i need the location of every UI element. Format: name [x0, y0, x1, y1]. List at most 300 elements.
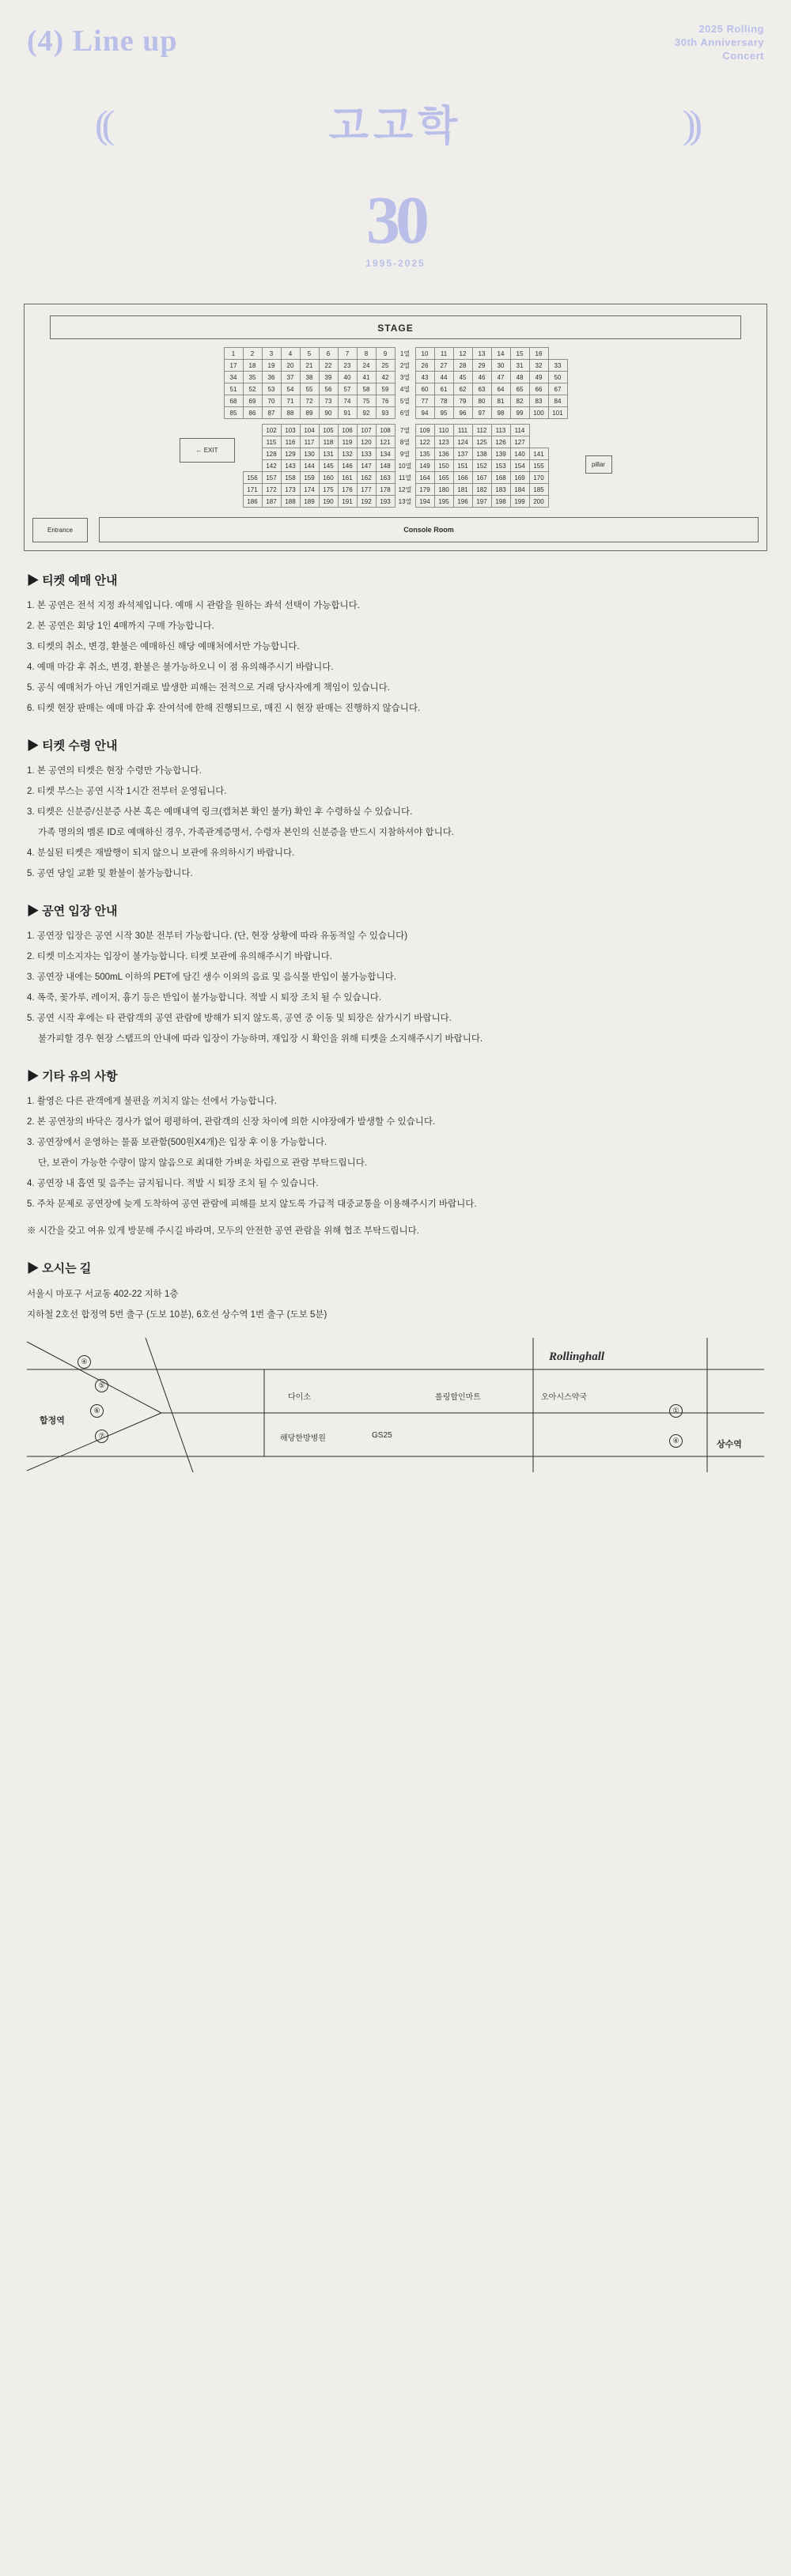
seat-cell[interactable]: 114 [510, 425, 529, 436]
section-title: ▶ 공연 입장 안내 [27, 905, 118, 918]
seat-row-label: 3열 [399, 373, 411, 381]
seat-row [243, 496, 548, 508]
seat-cell[interactable]: 50 [548, 372, 567, 383]
seat-cell[interactable]: 89 [300, 407, 319, 419]
seat-cell[interactable]: 100 [529, 407, 548, 419]
seat-cell[interactable]: 30 [491, 360, 510, 372]
seat-cell[interactable]: 83 [529, 395, 548, 407]
seat-row-label: 13열 [398, 497, 412, 505]
seat-cell[interactable]: 172 [262, 484, 281, 496]
seat-cell[interactable]: 9 [376, 348, 395, 360]
seat-cell[interactable]: 3 [262, 348, 281, 360]
seat-cell[interactable]: 69 [243, 395, 262, 407]
seat-cell[interactable]: 58 [357, 383, 376, 395]
seat-row [224, 395, 567, 407]
seat-cell[interactable]: 158 [281, 472, 300, 484]
logo-years: 1995-2025 [365, 258, 426, 269]
seat-spacer [529, 425, 548, 436]
concert-line-1: 2025 Rolling [698, 23, 764, 35]
seat-row-label: 10열 [398, 462, 412, 470]
seat-cell[interactable]: 45 [453, 372, 472, 383]
seat-cell[interactable]: 41 [357, 372, 376, 383]
section-list-item: 1. 공연장 입장은 공연 시작 30분 전부터 가능합니다. (단, 현장 상황에 따라 유동적일 수 있습니다) [27, 931, 408, 941]
seat-cell[interactable]: 93 [376, 407, 395, 419]
section-list [27, 1093, 764, 1212]
seat-cell[interactable]: 32 [529, 360, 548, 372]
seat-cell[interactable]: 134 [376, 448, 395, 460]
seat-cell[interactable]: 5 [300, 348, 319, 360]
seat-cell[interactable]: 194 [415, 496, 434, 508]
seat-cell[interactable]: 170 [529, 472, 548, 484]
seat-cell[interactable]: 88 [281, 407, 300, 419]
seat-cell[interactable]: 97 [472, 407, 491, 419]
seat-spacer [243, 436, 262, 448]
seat-table-lower [243, 424, 549, 508]
seat-cell[interactable]: 49 [529, 372, 548, 383]
section-list-item: 3. 티켓의 취소, 변경, 환불은 예매하신 해당 예매처에서만 가능합니다. [27, 642, 300, 652]
seat-cell[interactable]: 139 [491, 448, 510, 460]
artist-name: 고고학 [328, 104, 463, 149]
seat-cell[interactable]: 95 [434, 407, 453, 419]
seat-row [224, 407, 567, 419]
seat-row [224, 383, 567, 395]
seat-spacer [243, 448, 262, 460]
seat-cell[interactable]: 14 [491, 348, 510, 360]
seat-cell[interactable]: 157 [262, 472, 281, 484]
seat-cell[interactable]: 151 [453, 460, 472, 472]
seat-cell[interactable]: 19 [262, 360, 281, 372]
seat-cell[interactable]: 141 [529, 448, 548, 460]
seat-lower-body [243, 425, 548, 508]
seat-cell[interactable]: 165 [434, 472, 453, 484]
seat-cell[interactable]: 62 [453, 383, 472, 395]
section-list-item: 5. 주차 문제로 공연장에 늦게 도착하여 공연 관람에 피해를 보지 않도록 가급적 대중교통을 이용해주시기 바랍니다. [27, 1199, 477, 1209]
seat-cell[interactable]: 11 [434, 348, 453, 360]
seat-row-label: 11열 [398, 474, 412, 482]
seat-cell[interactable]: 126 [491, 436, 510, 448]
seat-cell[interactable]: 189 [300, 496, 319, 508]
seat-upper-body [224, 348, 567, 419]
seat-cell[interactable]: 111 [453, 425, 472, 436]
seat-cell[interactable]: 71 [281, 395, 300, 407]
seat-cell[interactable]: 179 [415, 484, 434, 496]
seat-cell[interactable]: 82 [510, 395, 529, 407]
section-list-item: 3. 티켓은 신분증/신분증 사본 혹은 예매내역 링크(캡쳐본 확인 불가) 확인 후 수령하실 수 있습니다. [27, 807, 413, 817]
seat-cell[interactable]: 16 [529, 348, 548, 360]
seat-cell[interactable]: 55 [300, 383, 319, 395]
seat-cell[interactable]: 7 [338, 348, 357, 360]
seat-cell[interactable]: 20 [281, 360, 300, 372]
exit-4-right-icon: ④ [669, 1434, 683, 1448]
seat-row [224, 372, 567, 383]
seat-cell[interactable]: 68 [224, 395, 243, 407]
seat-cell[interactable]: 38 [300, 372, 319, 383]
seat-row-label: 2열 [399, 361, 411, 369]
seat-cell[interactable]: 150 [434, 460, 453, 472]
seat-cell[interactable]: 79 [453, 395, 472, 407]
seat-cell[interactable]: 17 [224, 360, 243, 372]
seat-cell[interactable]: 52 [243, 383, 262, 395]
directions-title: ▶ 오시는 길 [27, 1262, 92, 1275]
seat-cell[interactable]: 174 [300, 484, 319, 496]
seat-cell[interactable]: 54 [281, 383, 300, 395]
seat-cell[interactable]: 44 [434, 372, 453, 383]
seat-cell[interactable]: 66 [529, 383, 548, 395]
seat-cell[interactable]: 99 [510, 407, 529, 419]
seat-row-label: 5열 [399, 397, 411, 405]
section-list-item: 2. 본 공연은 회당 1인 4매까지 구매 가능합니다. [27, 621, 214, 631]
seat-cell[interactable]: 47 [491, 372, 510, 383]
seat-cell[interactable]: 162 [357, 472, 376, 484]
seat-cell[interactable]: 171 [243, 484, 262, 496]
seat-cell[interactable]: 138 [472, 448, 491, 460]
seat-cell[interactable]: 39 [319, 372, 338, 383]
seat-cell[interactable]: 48 [510, 372, 529, 383]
seat-cell[interactable]: 175 [319, 484, 338, 496]
seat-cell[interactable]: 92 [357, 407, 376, 419]
section-list-item: 2. 본 공연장의 바닥은 경사가 없어 평평하여, 관람객의 신장 차이에 의한 시야장애가 발생할 수 있습니다. [27, 1117, 436, 1127]
seat-cell[interactable]: 78 [434, 395, 453, 407]
seat-cell[interactable]: 75 [357, 395, 376, 407]
exit-5-icon: ⑤ [95, 1379, 108, 1392]
seat-row [224, 360, 567, 372]
seat-map-footer [32, 517, 759, 542]
seat-cell[interactable]: 72 [300, 395, 319, 407]
seat-cell[interactable]: 183 [491, 484, 510, 496]
seat-cell[interactable]: 193 [376, 496, 395, 508]
seat-cell[interactable]: 136 [434, 448, 453, 460]
seat-table-upper [224, 347, 568, 419]
map-roads-icon [27, 1338, 764, 1472]
seat-cell[interactable]: 26 [415, 360, 434, 372]
seat-cell[interactable]: 23 [338, 360, 357, 372]
console-room-label: Console Room [99, 517, 759, 542]
seat-cell[interactable]: 107 [357, 425, 376, 436]
seat-cell[interactable]: 188 [281, 496, 300, 508]
exit-6-icon: ⑥ [90, 1404, 104, 1418]
section-list-item: 1. 본 공연은 전석 지정 좌석제입니다. 예매 시 관람을 원하는 좌석 선택이 가능합니다. [27, 601, 360, 610]
seat-cell[interactable]: 145 [319, 460, 338, 472]
seat-cell[interactable]: 15 [510, 348, 529, 360]
seat-cell[interactable]: 90 [319, 407, 338, 419]
info-section [27, 1067, 764, 1239]
seat-cell[interactable]: 22 [319, 360, 338, 372]
seat-cell[interactable]: 87 [262, 407, 281, 419]
bracket-left-icon: (( [95, 102, 109, 146]
seat-cell[interactable]: 132 [338, 448, 357, 460]
section-title: ▶ 기타 유의 사항 [27, 1070, 118, 1083]
seat-cell[interactable]: 167 [472, 472, 491, 484]
section-list-item: 3. 공연장 내에는 500mL 이하의 PET에 담긴 생수 이외의 음료 및 음식물 반입이 불가능합니다. [27, 973, 396, 982]
seat-spacer [243, 425, 262, 436]
seat-spacer [243, 460, 262, 472]
seat-cell[interactable]: 6 [319, 348, 338, 360]
seat-cell[interactable]: 148 [376, 460, 395, 472]
info-sections [0, 572, 791, 1239]
seat-cell[interactable]: 104 [300, 425, 319, 436]
directions-address: 서울시 마포구 서교동 402-22 지하 1층 [27, 1290, 179, 1299]
seat-cell[interactable]: 10 [415, 348, 434, 360]
seat-cell[interactable]: 199 [510, 496, 529, 508]
seat-cell[interactable]: 176 [338, 484, 357, 496]
poster-header [0, 0, 791, 87]
seat-cell[interactable]: 166 [453, 472, 472, 484]
seat-cell[interactable]: 81 [491, 395, 510, 407]
seat-row-label: 6열 [399, 409, 411, 417]
seat-cell[interactable]: 181 [453, 484, 472, 496]
seat-cell[interactable]: 46 [472, 372, 491, 383]
seat-cell[interactable]: 190 [319, 496, 338, 508]
seat-cell[interactable]: 94 [415, 407, 434, 419]
pillar-label: pillar [585, 455, 612, 474]
seat-cell[interactable]: 198 [491, 496, 510, 508]
seat-cell[interactable]: 63 [472, 383, 491, 395]
hapjeong-station-label: 합정역 [40, 1416, 65, 1426]
seat-cell[interactable]: 37 [281, 372, 300, 383]
seat-cell[interactable]: 60 [415, 383, 434, 395]
seat-cell[interactable]: 105 [319, 425, 338, 436]
seat-cell[interactable]: 65 [510, 383, 529, 395]
seat-cell[interactable]: 61 [434, 383, 453, 395]
directions-subway: 지하철 2호선 합정역 5번 출구 (도보 10분), 6호선 상수역 1번 출구 (도보 5분) [27, 1310, 327, 1320]
seat-cell[interactable]: 154 [510, 460, 529, 472]
seat-cell[interactable]: 40 [338, 372, 357, 383]
seat-cell[interactable]: 43 [415, 372, 434, 383]
seat-cell[interactable]: 191 [338, 496, 357, 508]
seat-cell[interactable]: 34 [224, 372, 243, 383]
section-list-item: 4. 예매 마감 후 취소, 변경, 환불은 불가능하오니 이 점 유의해주시기 바랍니다. [27, 663, 334, 672]
seat-cell[interactable]: 160 [319, 472, 338, 484]
section-list [27, 928, 764, 1047]
seat-cell[interactable]: 185 [529, 484, 548, 496]
seat-cell[interactable]: 103 [281, 425, 300, 436]
seat-cell[interactable]: 59 [376, 383, 395, 395]
landmark-pharmacy: 오아시스약국 [541, 1393, 587, 1402]
seat-cell[interactable]: 27 [434, 360, 453, 372]
seat-lower-area [32, 424, 759, 508]
seat-cell[interactable]: 143 [281, 460, 300, 472]
seat-cell[interactable]: 56 [319, 383, 338, 395]
seat-cell[interactable]: 36 [262, 372, 281, 383]
seat-cell[interactable]: 177 [357, 484, 376, 496]
seat-cell[interactable]: 2 [243, 348, 262, 360]
seat-cell[interactable]: 108 [376, 425, 395, 436]
landmark-mart: 롤링할인마트 [435, 1393, 481, 1402]
seat-cell[interactable]: 1 [224, 348, 243, 360]
seat-cell[interactable]: 195 [434, 496, 453, 508]
exit-4-left-icon: ④ [78, 1355, 91, 1369]
section-list-item: 4. 공연장 내 흡연 및 음주는 금지됩니다. 적발 시 퇴장 조치 될 수 있습니다. [27, 1179, 319, 1188]
seat-cell[interactable]: 173 [281, 484, 300, 496]
seat-spacer [548, 348, 567, 360]
landmark-gs25: GS25 [372, 1431, 392, 1440]
seat-cell[interactable]: 18 [243, 360, 262, 372]
seat-cell[interactable]: 98 [491, 407, 510, 419]
seat-row-label: 12열 [398, 485, 412, 493]
seat-cell[interactable]: 77 [415, 395, 434, 407]
exit-wrap [180, 424, 243, 463]
seat-cell[interactable]: 51 [224, 383, 243, 395]
pillar-wrap [549, 424, 612, 474]
seat-cell[interactable]: 123 [434, 436, 453, 448]
seat-cell[interactable]: 73 [319, 395, 338, 407]
info-section [27, 737, 764, 882]
seat-cell[interactable]: 140 [510, 448, 529, 460]
seat-cell[interactable]: 120 [357, 436, 376, 448]
seat-cell[interactable]: 122 [415, 436, 434, 448]
seat-row-label: 8열 [399, 438, 411, 446]
seat-row [243, 460, 548, 472]
artist-block [0, 87, 791, 166]
seat-cell[interactable]: 31 [510, 360, 529, 372]
seat-cell[interactable]: 106 [338, 425, 357, 436]
seat-row [243, 448, 548, 460]
seat-cell[interactable]: 33 [548, 360, 567, 372]
seat-cell[interactable]: 186 [243, 496, 262, 508]
section-list-item: 6. 티켓 현장 판매는 예매 마감 후 잔여석에 한해 진행되므로, 매진 시 현장 판매는 진행하지 않습니다. [27, 704, 421, 713]
seat-cell[interactable]: 118 [319, 436, 338, 448]
seat-row [243, 484, 548, 496]
seat-cell[interactable]: 121 [376, 436, 395, 448]
landmark-daiso: 다이소 [288, 1393, 311, 1402]
section-list [27, 763, 764, 882]
seat-row [243, 436, 548, 448]
seat-cell[interactable]: 25 [376, 360, 395, 372]
seat-cell[interactable]: 117 [300, 436, 319, 448]
seat-cell[interactable]: 146 [338, 460, 357, 472]
seat-cell[interactable]: 110 [434, 425, 453, 436]
seat-cell[interactable]: 4 [281, 348, 300, 360]
stage-label: STAGE [50, 315, 741, 339]
seat-cell[interactable]: 144 [300, 460, 319, 472]
seat-upper-area [32, 347, 759, 419]
seat-cell[interactable]: 109 [415, 425, 434, 436]
seat-cell[interactable]: 133 [357, 448, 376, 460]
seat-cell[interactable]: 168 [491, 472, 510, 484]
seat-cell[interactable]: 180 [434, 484, 453, 496]
seat-cell[interactable]: 42 [376, 372, 395, 383]
seat-cell[interactable]: 149 [415, 460, 434, 472]
seat-cell[interactable]: 135 [415, 448, 434, 460]
seat-cell[interactable]: 159 [300, 472, 319, 484]
seat-cell[interactable]: 57 [338, 383, 357, 395]
seat-cell[interactable]: 184 [510, 484, 529, 496]
seat-cell[interactable]: 53 [262, 383, 281, 395]
seat-cell[interactable]: 113 [491, 425, 510, 436]
seat-row [243, 425, 548, 436]
seat-cell[interactable]: 200 [529, 496, 548, 508]
seat-cell[interactable]: 29 [472, 360, 491, 372]
seat-cell[interactable]: 21 [300, 360, 319, 372]
seat-cell[interactable]: 35 [243, 372, 262, 383]
anniversary-logo [0, 182, 791, 285]
section-list-item: 5. 공식 예매처가 아닌 개인거래로 발생한 피해는 전적으로 거래 당사자에게 책임이 있습니다. [27, 683, 390, 693]
seat-cell[interactable]: 13 [472, 348, 491, 360]
seat-cell[interactable]: 124 [453, 436, 472, 448]
section-list-item: 가족 명의의 멤론 ID로 예매하신 경우, 가족관계증명서, 수령자 본인의 신분증을 반드시 지참하셔야 합니다. [38, 828, 454, 837]
seat-cell[interactable]: 127 [510, 436, 529, 448]
seat-cell[interactable]: 163 [376, 472, 395, 484]
seat-cell[interactable]: 137 [453, 448, 472, 460]
section-list-item: 단, 보관이 가능한 수량이 많지 않음으로 최대한 가벼운 차림으로 관람 부탁드립니다. [38, 1158, 368, 1168]
seat-cell[interactable]: 84 [548, 395, 567, 407]
info-section [27, 572, 764, 716]
seat-cell[interactable]: 85 [224, 407, 243, 419]
seat-cell[interactable]: 147 [357, 460, 376, 472]
seat-cell[interactable]: 8 [357, 348, 376, 360]
seat-cell[interactable]: 169 [510, 472, 529, 484]
section-list-item: 1. 촬영은 다른 관객에게 불편을 끼치지 않는 선에서 가능합니다. [27, 1097, 278, 1106]
seat-cell[interactable]: 129 [281, 448, 300, 460]
seat-spacer [529, 436, 548, 448]
logo-number: 30 [366, 182, 425, 258]
seat-cell[interactable]: 86 [243, 407, 262, 419]
section-list [27, 598, 764, 716]
seat-cell[interactable]: 74 [338, 395, 357, 407]
section-list-item: 2. 티켓 부스는 공연 시작 1시간 전부터 운영됩니다. [27, 787, 227, 796]
seat-cell[interactable]: 152 [472, 460, 491, 472]
seat-cell[interactable]: 67 [548, 383, 567, 395]
section-list-item: 4. 분실된 티켓은 재발행이 되지 않으니 보관에 유의하시기 바랍니다. [27, 848, 295, 858]
seat-cell[interactable]: 153 [491, 460, 510, 472]
seat-cell[interactable]: 187 [262, 496, 281, 508]
seat-cell[interactable]: 116 [281, 436, 300, 448]
section-list-item: 2. 티켓 미소지자는 입장이 불가능합니다. 티켓 보관에 유의해주시기 바랍니다. [27, 952, 332, 961]
section-list-item: 1. 본 공연의 티켓은 현장 수령만 가능합니다. [27, 766, 202, 776]
seat-cell[interactable]: 91 [338, 407, 357, 419]
seat-map [24, 304, 767, 551]
seat-cell[interactable]: 115 [262, 436, 281, 448]
seat-row-label: 1열 [399, 349, 411, 357]
seat-cell[interactable]: 80 [472, 395, 491, 407]
seat-cell[interactable]: 131 [319, 448, 338, 460]
seat-cell[interactable]: 128 [262, 448, 281, 460]
seat-cell[interactable]: 182 [472, 484, 491, 496]
seat-cell[interactable]: 125 [472, 436, 491, 448]
seat-row [243, 472, 548, 484]
seat-cell[interactable]: 161 [338, 472, 357, 484]
location-map [27, 1338, 764, 1472]
section-list-item: 5. 공연 당일 교환 및 환불이 불가능합니다. [27, 869, 193, 878]
seat-cell[interactable]: 197 [472, 496, 491, 508]
seat-cell[interactable]: 130 [300, 448, 319, 460]
seat-cell[interactable]: 70 [262, 395, 281, 407]
seat-row-label: 7열 [399, 426, 411, 434]
seat-cell[interactable]: 155 [529, 460, 548, 472]
seat-cell[interactable]: 119 [338, 436, 357, 448]
exit-label: ← EXIT [180, 438, 235, 463]
seat-cell[interactable]: 196 [453, 496, 472, 508]
seat-cell[interactable]: 96 [453, 407, 472, 419]
seat-cell[interactable]: 102 [262, 425, 281, 436]
seat-cell[interactable]: 64 [491, 383, 510, 395]
concert-title [675, 22, 764, 62]
seat-cell[interactable]: 28 [453, 360, 472, 372]
seat-cell[interactable]: 101 [548, 407, 567, 419]
seat-cell[interactable]: 192 [357, 496, 376, 508]
seat-cell[interactable]: 76 [376, 395, 395, 407]
seat-cell[interactable]: 178 [376, 484, 395, 496]
lineup-title: (4) Line up [27, 25, 178, 58]
seat-cell[interactable]: 12 [453, 348, 472, 360]
seat-cell[interactable]: 164 [415, 472, 434, 484]
seat-cell[interactable]: 142 [262, 460, 281, 472]
seat-cell[interactable]: 156 [243, 472, 262, 484]
exit-1-icon: ① [669, 1404, 683, 1418]
bracket-right-icon: )) [682, 102, 696, 146]
seat-cell[interactable]: 112 [472, 425, 491, 436]
seat-cell[interactable]: 24 [357, 360, 376, 372]
